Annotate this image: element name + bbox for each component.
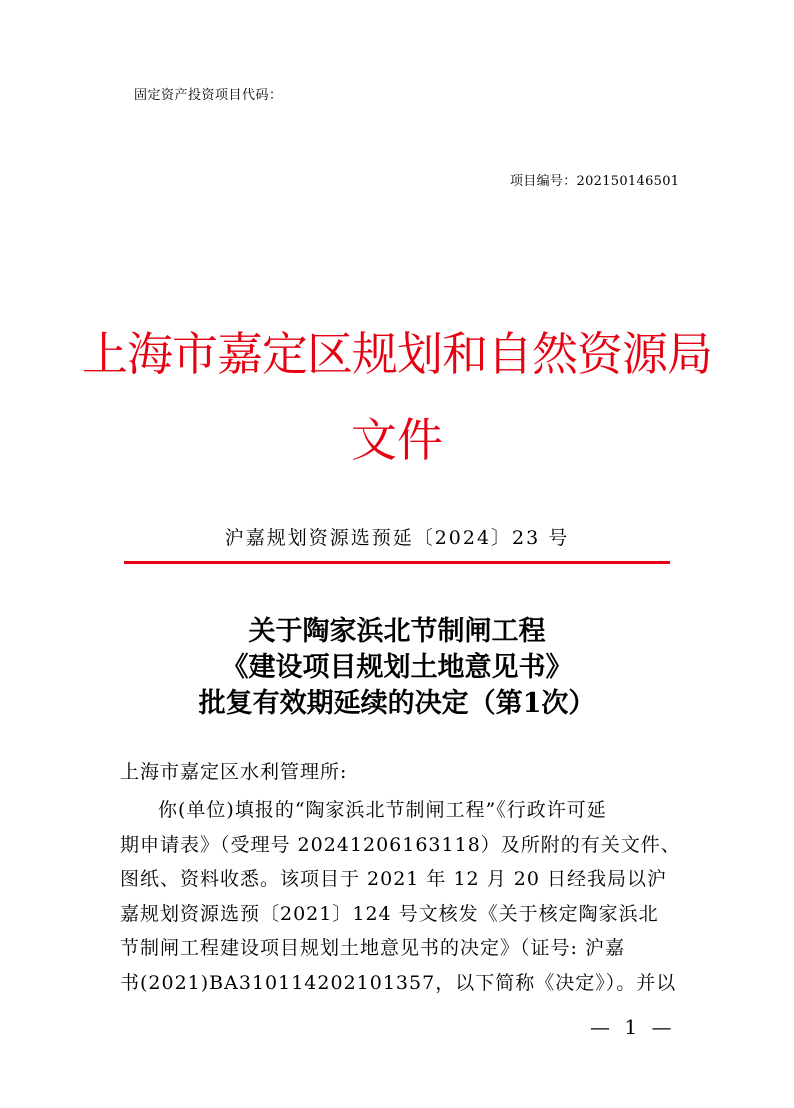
body-line: 图纸、资料收悉。该项目于 2021 年 12 月 20 日经我局以沪 [120, 868, 667, 890]
document-title [0, 614, 794, 722]
body-line: 期申请表》（受理号 20241206163118）及所附的有关文件、 [120, 833, 681, 856]
document-label: 文件 [351, 413, 443, 467]
title-line-1: 关于陶家浜北节制闸工程 [248, 616, 546, 647]
body-line: 书(2021)BA310114202101357，以下简称《决定》）。并以 [120, 971, 677, 994]
addressee: 上海市嘉定区水利管理所: [120, 761, 348, 783]
body-line: 你(单位)填报的“陶家浜北节制闸工程”《行政许可延 [158, 799, 607, 821]
page-number: — 1 — [590, 1015, 676, 1039]
title-line-2: 《建设项目规划土地意见书》 [221, 652, 573, 683]
body-line: 嘉规划资源选预〔2021〕124 号文核发《关于核定陶家浜北 [120, 902, 659, 925]
body-paragraph [120, 793, 680, 1000]
document-number: 沪嘉规划资源选预延〔2024〕23 号 [224, 527, 570, 549]
red-divider [124, 561, 670, 564]
title-line-3: 批复有效期延续的决定（第1次） [198, 688, 596, 719]
project-number: 项目编号：202150146501 [510, 174, 680, 189]
body-line: 节制闸工程建设项目规划土地意见书的决定》（证号: 沪嘉 [120, 937, 625, 959]
issuing-agency-title: 上海市嘉定区规划和自然资源局 [82, 327, 712, 381]
fixed-asset-code-label: 固定资产投资项目代码： [134, 88, 283, 103]
